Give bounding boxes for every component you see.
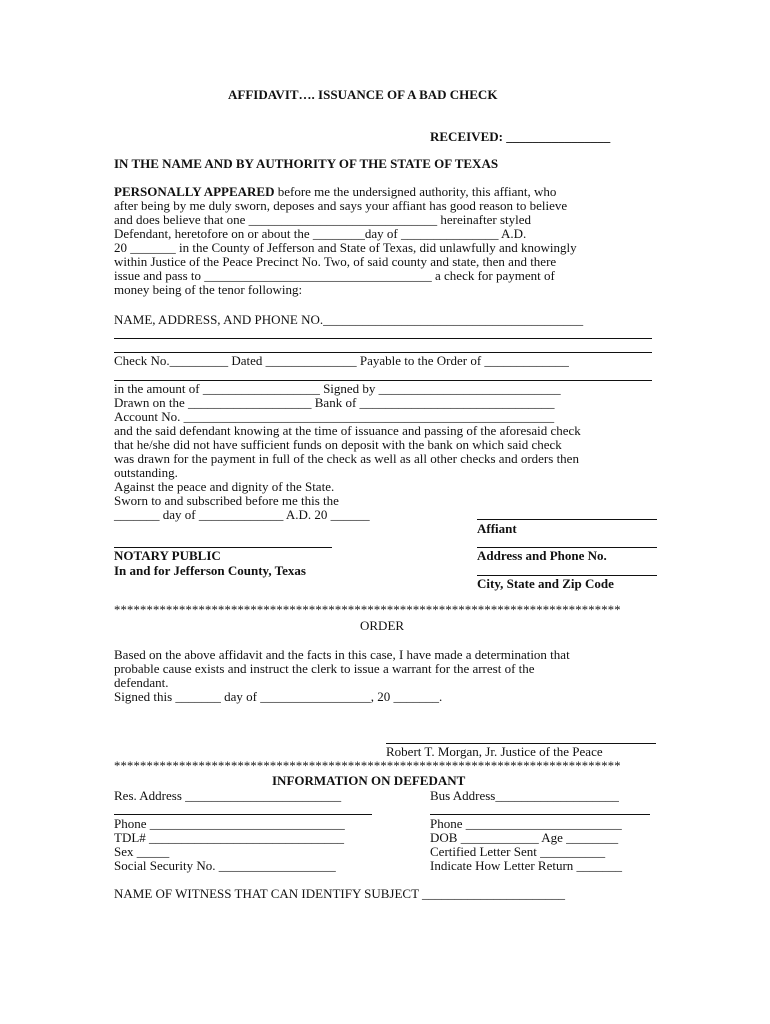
phone-field-left[interactable]: Phone ______________________________ [114,816,345,831]
bus-address-field[interactable]: Bus Address___________________ [430,788,619,803]
blank-line[interactable] [114,338,652,339]
received-field[interactable]: RECEIVED: ________________ [430,129,611,144]
sex-field[interactable]: Sex _____ [114,844,170,859]
order-line-1: Based on the above affidavit and the facts in this case, I have made a determination that [114,647,570,662]
name-address-phone-field[interactable]: NAME, ADDRESS, AND PHONE NO.________________________________________ [114,312,584,327]
appeared-line-4[interactable]: Defendant, heretofore on or about the ________day of _______________ A.D. [114,226,527,241]
knowing-line-2: that he/she did not have sufficient funds on deposit with the bank on which said check [114,437,562,452]
order-signed-line[interactable]: Signed this _______ day of _________________, 20 _______. [114,689,443,704]
account-line[interactable]: Account No. _________________________________________________________ [114,409,555,424]
affiant-signature-line[interactable] [477,519,657,520]
appeared-lead: PERSONALLY APPEARED [114,184,275,199]
document-title: AFFIDAVIT…. ISSUANCE OF A BAD CHECK [228,87,498,102]
blank-line[interactable] [430,814,650,815]
appeared-line-1-rest: before me the undersigned authority, this affiant, who [274,184,557,199]
separator-stars: ****************************************************************************** [114,759,621,773]
notary-label: NOTARY PUBLIC [114,548,221,563]
affiant-label: Affiant [477,521,517,536]
blank-line[interactable] [114,814,372,815]
appeared-line-2: after being by me duly sworn, deposes and says your affiant has good reason to believe [114,198,568,213]
check-line[interactable]: Check No._________ Dated ______________ Payable to the Order of _____________ [114,353,569,368]
appeared-line-7[interactable]: issue and pass to ___________________________________ a check for payment of [114,268,555,283]
defendant-heading: INFORMATION ON DEFEDANT [272,773,466,788]
appeared-line-1 [114,185,556,199]
amount-line[interactable]: in the amount of __________________ Signed by ____________________________ [114,381,561,396]
order-line-2: probable cause exists and instruct the clerk to issue a warrant for the arrest of the [114,661,535,676]
knowing-line-1: and the said defendant knowing at the time of issuance and passing of the aforesaid check [114,423,581,438]
sworn-date-line[interactable]: _______ day of _____________ A.D. 20 ______ [114,507,370,522]
judge-name: Robert T. Morgan, Jr. Justice of the Peace [386,744,603,759]
against-line: Against the peace and dignity of the State. [114,479,335,494]
witness-field[interactable]: NAME OF WITNESS THAT CAN IDENTIFY SUBJECT ______________________ [114,886,566,901]
address-phone-label: Address and Phone No. [477,548,607,563]
order-line-3: defendant. [114,675,169,690]
knowing-line-3: was drawn for the payment in full of the check as well as all other checks and orders then [114,451,579,466]
notary-county-label: In and for Jefferson County, Texas [114,563,306,578]
res-address-field[interactable]: Res. Address ________________________ [114,788,342,803]
sworn-line: Sworn to and subscribed before me this the [114,493,339,508]
phone-field-right[interactable]: Phone ________________________ [430,816,622,831]
ssn-field[interactable]: Social Security No. __________________ [114,858,336,873]
authority-heading: IN THE NAME AND BY AUTHORITY OF THE STATE OF TEXAS [114,156,499,171]
dob-age-field[interactable]: DOB ____________ Age ________ [430,830,619,845]
letter-return-field[interactable]: Indicate How Letter Return _______ [430,858,623,873]
appeared-line-8: money being of the tenor following: [114,282,303,297]
certified-letter-field[interactable]: Certified Letter Sent __________ [430,844,606,859]
knowing-line-4: outstanding. [114,465,178,480]
city-state-zip-label: City, State and Zip Code [477,576,614,591]
drawn-on-line[interactable]: Drawn on the ___________________ Bank of ______________________________ [114,395,555,410]
tdl-field[interactable]: TDL# ______________________________ [114,830,345,845]
separator-stars: ****************************************************************************** [114,603,621,617]
order-heading: ORDER [360,618,405,633]
appeared-line-6: within Justice of the Peace Precinct No. Two, of said county and state, then and there [114,254,557,269]
appeared-line-3[interactable]: and does believe that one _____________________________ hereinafter styled [114,212,531,227]
appeared-line-5[interactable]: 20 _______ in the County of Jefferson and State of Texas, did unlawfully and knowingly [114,240,577,255]
